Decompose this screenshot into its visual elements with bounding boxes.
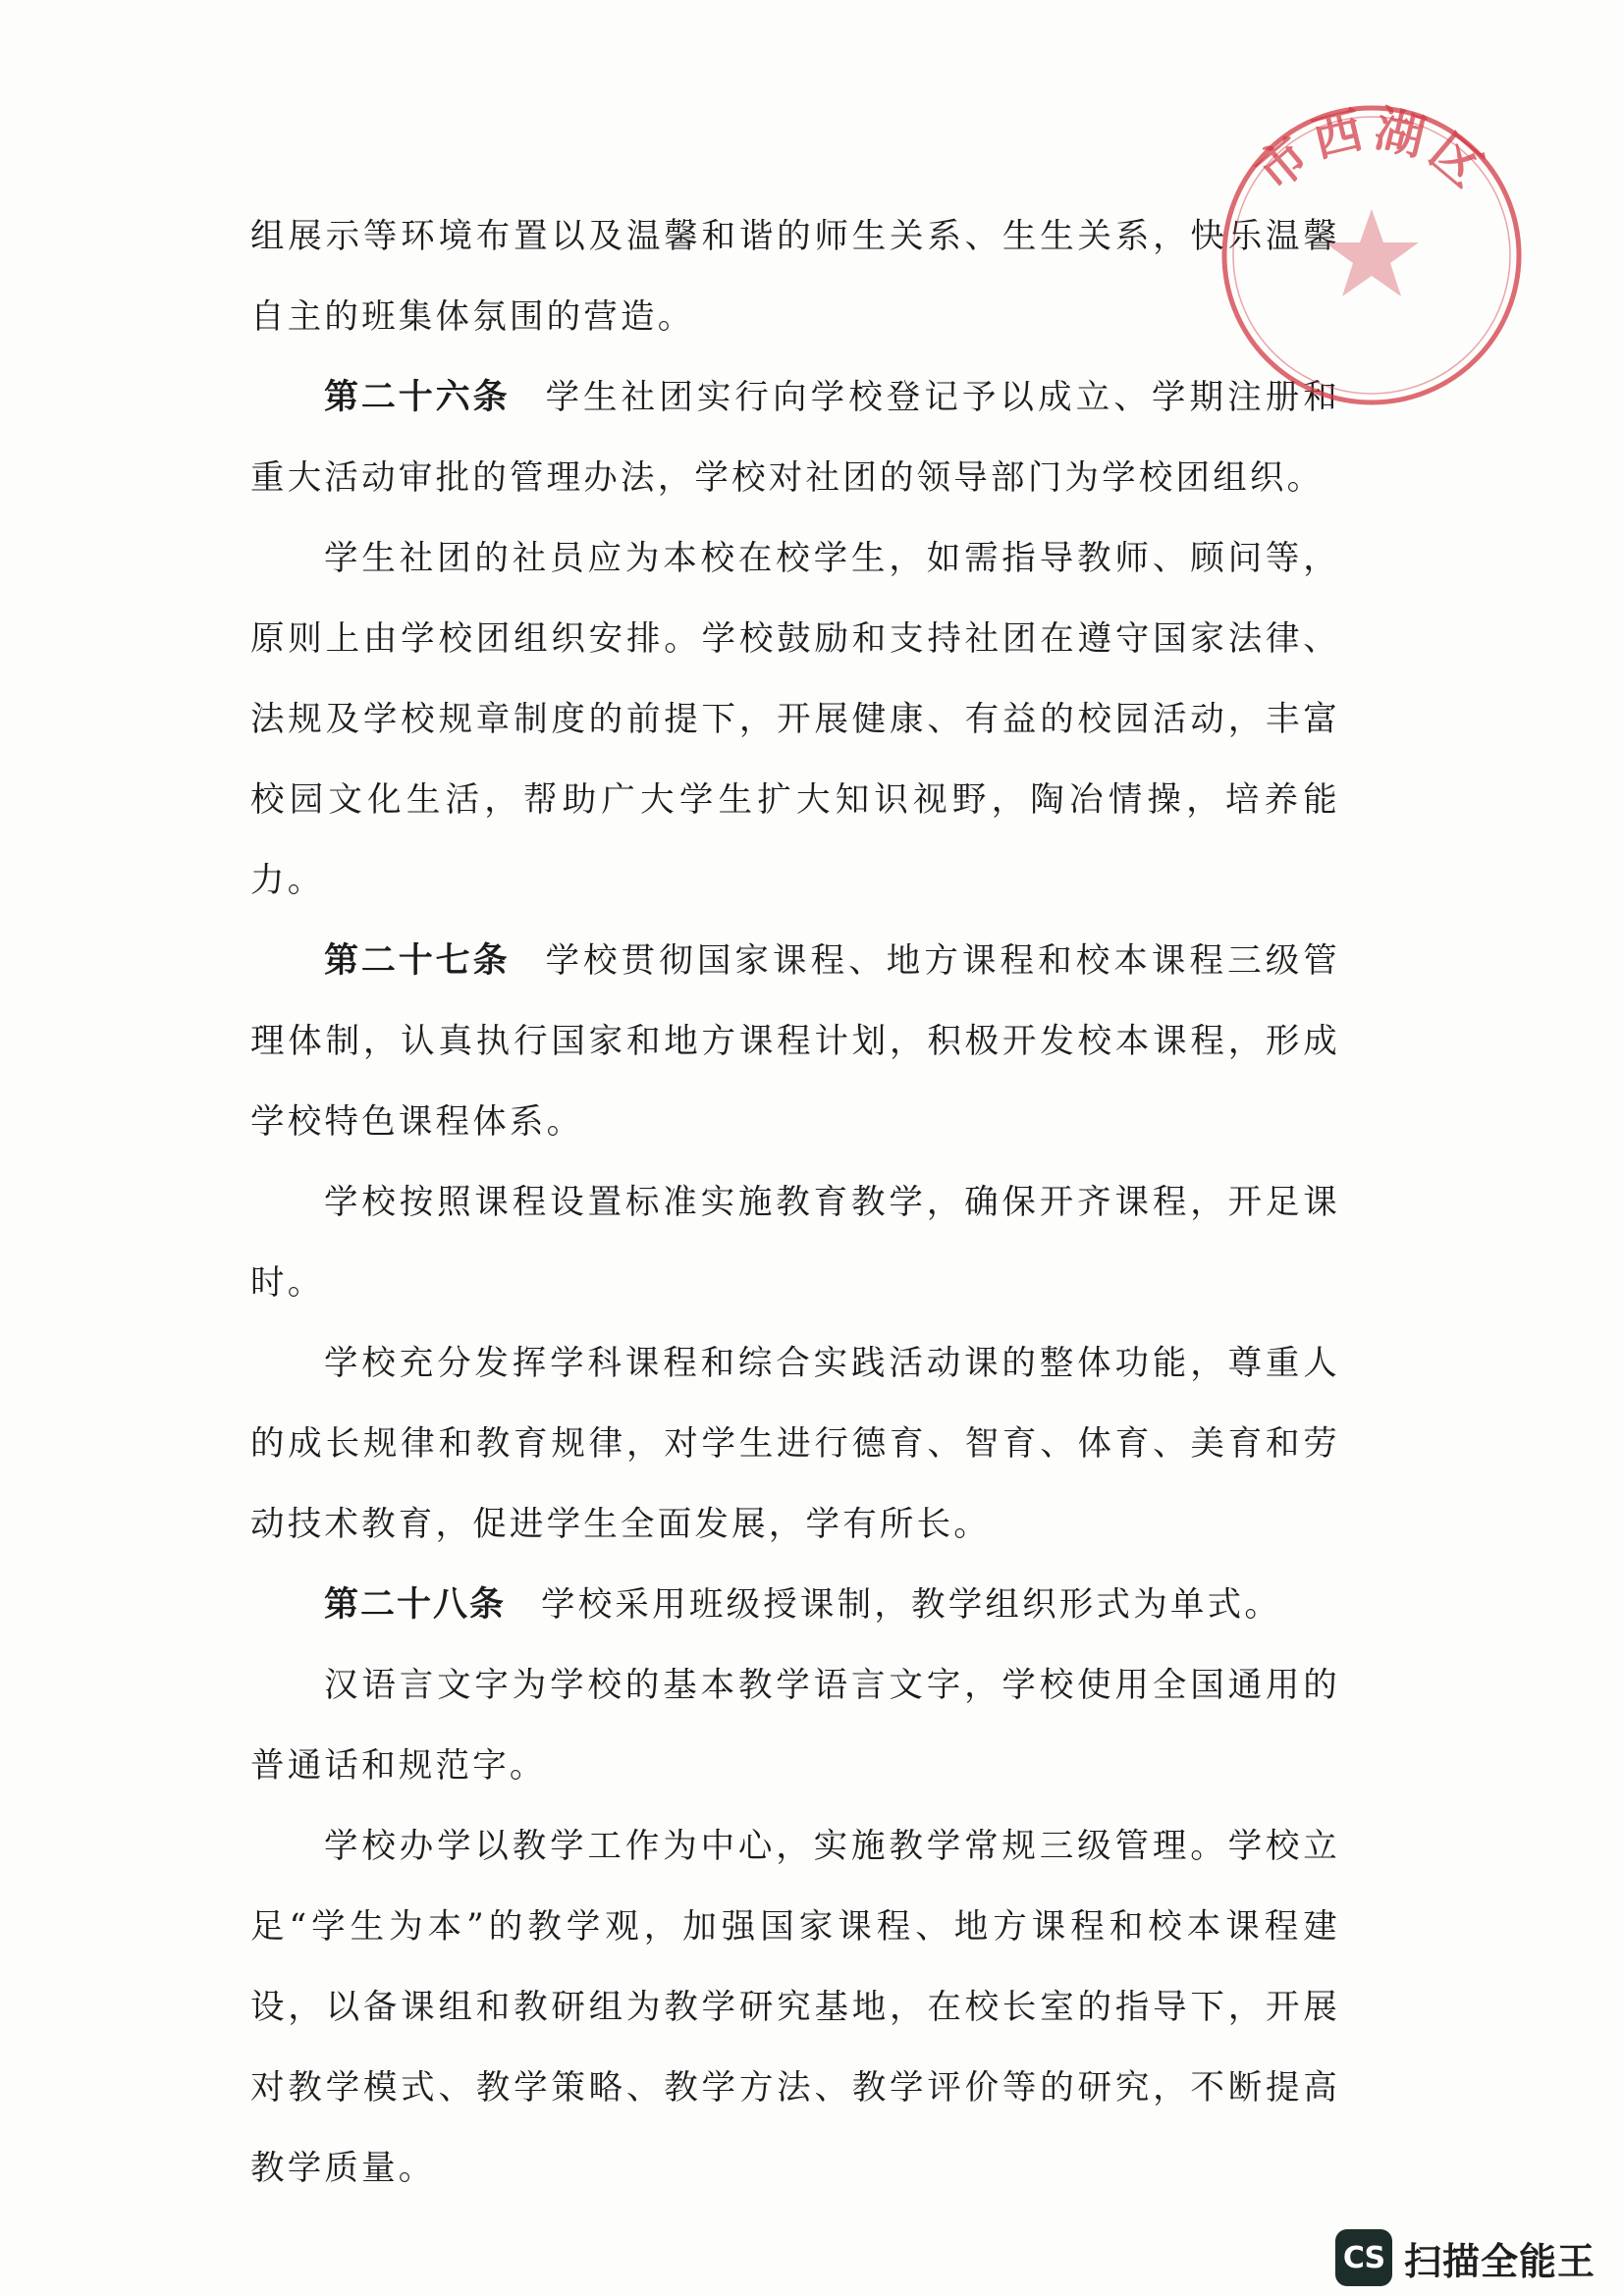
article-number: 第二十六条 <box>324 378 511 417</box>
paragraph-1 <box>250 196 1340 357</box>
paragraph-article-27 <box>250 921 1340 1162</box>
logo-text: CS <box>1342 2240 1385 2275</box>
camscanner-watermark <box>1335 2229 1596 2286</box>
seal-star-icon <box>1325 209 1419 296</box>
camscanner-logo-icon <box>1335 2229 1392 2286</box>
article-number: 第二十七条 <box>324 941 511 981</box>
paragraph-8 <box>250 1645 1340 1806</box>
paragraph-text: 学校按照课程设置标准实施教育教学，确保开齐课程，开足课时。 <box>250 1183 1340 1303</box>
official-seal <box>1210 93 1534 417</box>
document-body <box>250 196 1340 2209</box>
paragraph-text: 学生社团实行向学校登记予以成立、学期注册和重大活动审批的管理办法，学校对社团的领导部门为学校团组织。 <box>250 378 1340 498</box>
paragraph-9 <box>250 1806 1340 2209</box>
paragraph-5 <box>250 1162 1340 1323</box>
svg-text:市西湖区 <box>1245 99 1498 201</box>
paragraph-text: 学校采用班级授课制，教学组织形式为单式。 <box>541 1585 1282 1625</box>
article-number: 第二十八条 <box>324 1585 507 1625</box>
paragraph-text: 学校充分发挥学科课程和综合实践活动课的整体功能，尊重人的成长规律和教育规律，对学生进行德育、智育、体育、美育和劳动技术教育，促进学生全面发展，学有所长。 <box>250 1344 1340 1544</box>
paragraph-text: 汉语言文字为学校的基本教学语言文字，学校使用全国通用的普通话和规范字。 <box>250 1666 1340 1786</box>
paragraph-3 <box>250 518 1340 921</box>
paragraph-article-28 <box>250 1565 1340 1645</box>
seal-text: 市西湖区 <box>1244 99 1499 202</box>
paragraph-6 <box>250 1323 1340 1565</box>
paragraph-text: 组展示等环境布置以及温馨和谐的师生关系、生生关系，快乐温馨自主的班集体氛围的营造。 <box>250 217 1340 337</box>
paragraph-text: 学校办学以教学工作为中心，实施教学常规三级管理。学校立足“学生为本”的教学观，加强国家课程、地方课程和校本课程建设，以备课组和教研组为教学研究基地，在校长室的指导下，开展对教学模式、教学策略、教学方法、教学评价等的研究，不断提高教学质量。 <box>250 1827 1340 2188</box>
paragraph-text: 学校贯彻国家课程、地方课程和校本课程三级管理体制，认真执行国家和地方课程计划，积极开发校本课程，形成学校特色课程体系。 <box>250 941 1340 1142</box>
paragraph-text: 学生社团的社员应为本校在校学生，如需指导教师、顾问等，原则上由学校团组织安排。学校鼓励和支持社团在遵守国家法律、法规及学校规章制度的前提下，开展健康、有益的校园活动，丰富校园文化生活，帮助广大学生扩大知识视野，陶冶情操，培养能力。 <box>250 539 1340 900</box>
paragraph-article-26 <box>250 357 1340 518</box>
watermark-label: 扫描全能王 <box>1403 2239 1596 2283</box>
